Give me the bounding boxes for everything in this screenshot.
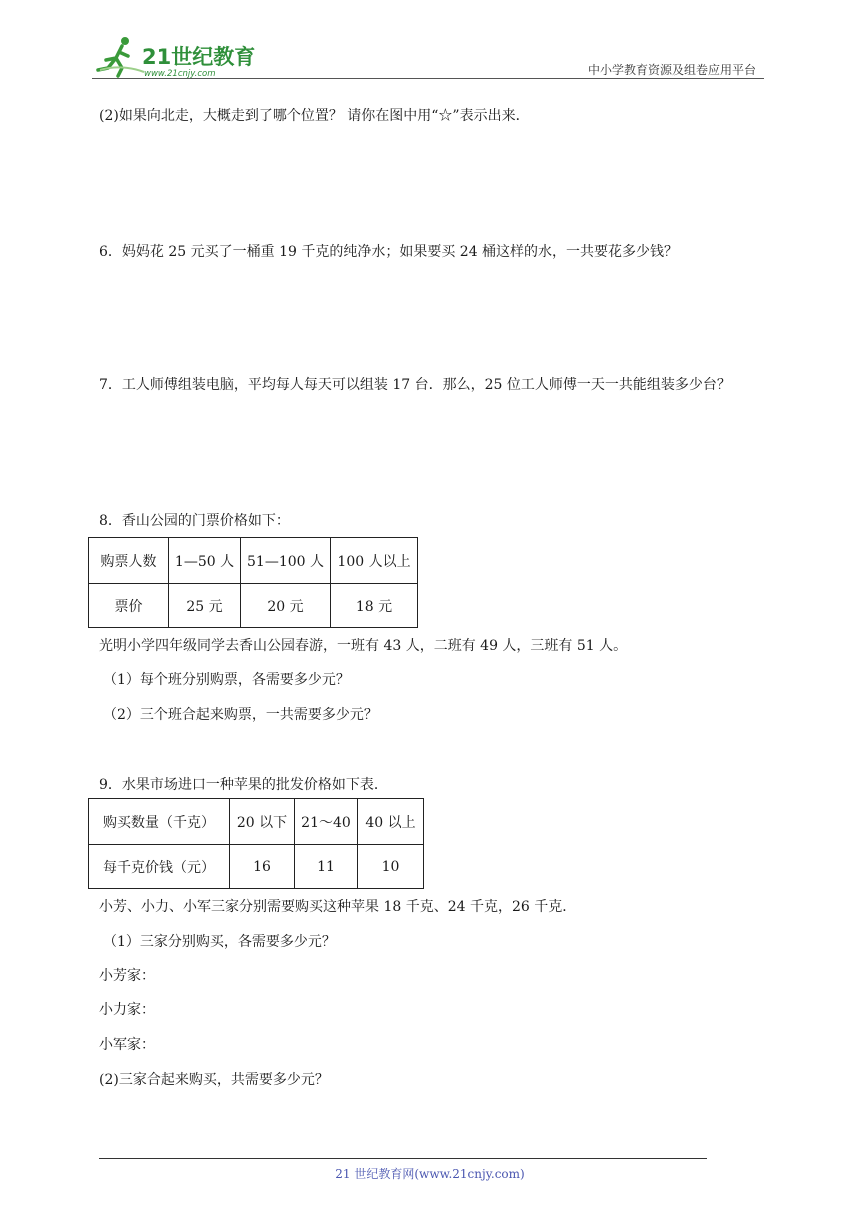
runner-icon: [98, 37, 144, 76]
logo-url: www.21cnjy.com: [144, 69, 216, 78]
site-logo: [92, 34, 262, 78]
question-9-part-2: (2)三家合起来购买，共需要多少元？: [99, 1072, 329, 1088]
footer-text: 21 世纪教育网(www.21cnjy.com): [335, 1167, 525, 1181]
question-8-part-2: （2）三个班合起来购票，一共需要多少元？: [103, 707, 378, 723]
table-header-cell: 1—50 人: [169, 538, 241, 584]
table-header-cell: 21～40: [295, 799, 358, 845]
table-cell: 20 元: [241, 584, 331, 628]
table-row: [89, 799, 424, 845]
answer-label-xiaofang: 小芳家：: [99, 968, 155, 984]
table-cell: 16: [230, 845, 295, 889]
table-header-cell: 20 以下: [230, 799, 295, 845]
apple-price-table: [88, 798, 424, 889]
table-cell: 每千克价钱（元）: [89, 845, 230, 889]
table-header-cell: 51—100 人: [241, 538, 331, 584]
ticket-price-table: [88, 537, 418, 628]
question-9: 9．水果市场进口一种苹果的批发价格如下表．: [99, 777, 388, 793]
table-cell: 18 元: [331, 584, 418, 628]
table-cell: 11: [295, 845, 358, 889]
logo-text: 21世纪教育: [142, 45, 256, 69]
question-8-description: 光明小学四年级同学去香山公园春游，一班有 43 人，二班有 49 人，三班有 51 人。: [99, 638, 628, 654]
table-row: [89, 538, 418, 584]
question-8: 8．香山公园的门票价格如下：: [99, 513, 290, 529]
table-header-cell: 购买数量（千克）: [89, 799, 230, 845]
question-9-description: 小芳、小力、小军三家分别需要购买这种苹果 18 千克、24 千克，26 千克．: [99, 899, 577, 915]
table-header-cell: 40 以上: [358, 799, 424, 845]
table-row: [89, 584, 418, 628]
question-8-part-1: （1）每个班分别购票，各需要多少元？: [103, 672, 350, 688]
table-cell: 10: [358, 845, 424, 889]
table-header-cell: 购票人数: [89, 538, 169, 584]
question-7: 7．工人师傅组装电脑，平均每人每天可以组装 17 台．那么，25 位工人师傅一天一共能组装多少台？: [99, 377, 731, 393]
table-header-cell: 100 人以上: [331, 538, 418, 584]
answer-label-xiaojun: 小军家：: [99, 1037, 155, 1053]
table-cell: 25 元: [169, 584, 241, 628]
table-row: [89, 845, 424, 889]
platform-title: 中小学教育资源及组卷应用平台: [587, 63, 756, 77]
table-cell: 票价: [89, 584, 169, 628]
question-9-part-1: （1）三家分别购买，各需要多少元？: [103, 934, 336, 950]
answer-label-xiaoli: 小力家：: [99, 1002, 155, 1018]
header-divider: [92, 78, 764, 79]
footer-divider: [99, 1158, 707, 1159]
question-6: 6．妈妈花 25 元买了一桶重 19 千克的纯净水；如果要买 24 桶这样的水，一共要花多少钱？: [99, 244, 679, 260]
question-5-part-2: (2)如果向北走，大概走到了哪个位置？ 请你在图中用“☆”表示出来．: [99, 108, 530, 124]
